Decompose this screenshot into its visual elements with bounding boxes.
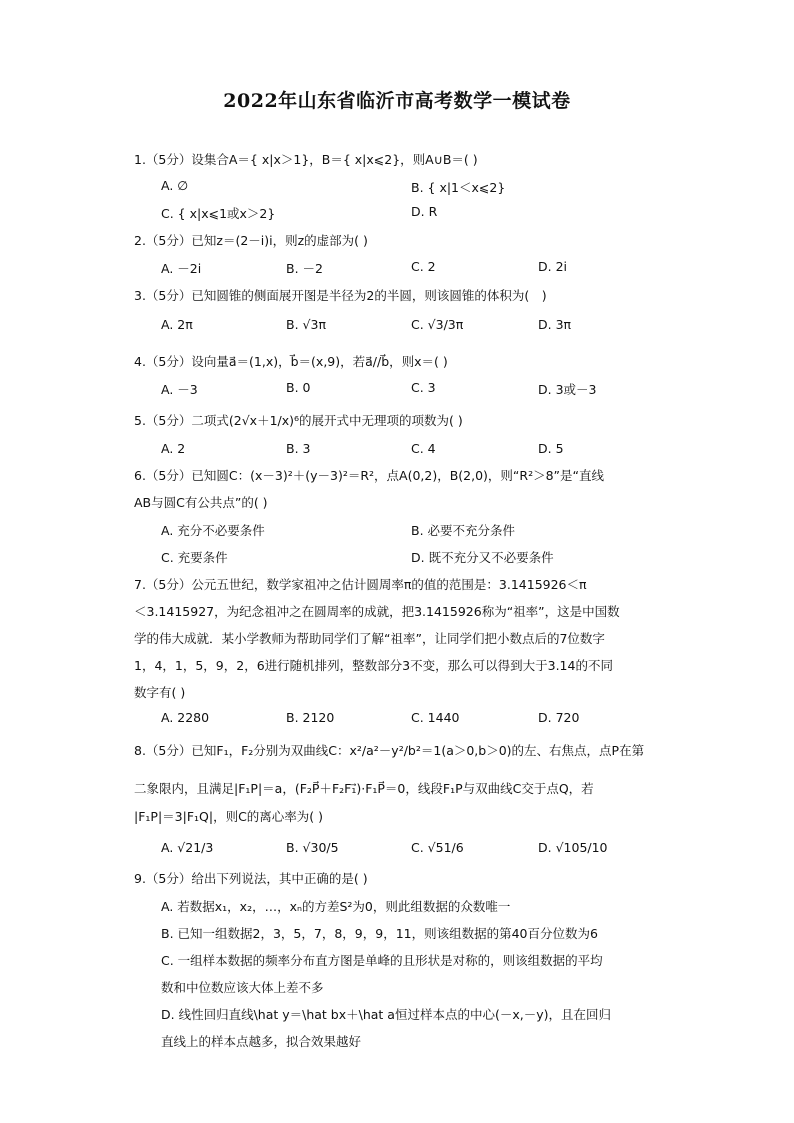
question-2-options [161,259,661,281]
question-5-options [161,441,661,463]
question-6-options-row2 [161,548,661,570]
question-9-stem: 9.（5分）给出下列说法，其中正确的是( ) [134,871,368,886]
question-4-option-b: B. 0 [286,380,311,395]
question-2-option-d: D. 2i [538,259,567,274]
question-8-stem-line1: 8.（5分）已知F₁，F₂分别为双曲线C：x²/a²－y²/b²＝1(a＞0,b＞0)的左、右焦点，点P在第 [134,743,645,758]
question-1-option-d: D. R [411,204,438,219]
question-2-option-c: C. 2 [411,259,436,274]
question-4-options [161,380,661,402]
question-6-option-b: B. 必要不充分条件 [411,523,516,538]
question-3-option-c: C. √3/3π [411,317,464,332]
question-3-option-a: A. 2π [161,317,193,332]
page-title: 2022年山东省临沂市高考数学一模试卷 [223,90,571,112]
question-5-stem: 5.（5分）二项式(2√x＋1/x)⁶的展开式中无理项的项数为( ) [134,413,463,428]
question-1-option-b: B. { x|1＜x⩽2} [411,180,506,195]
question-4-option-c: C. 3 [411,380,436,395]
question-7-stem-line4: 1，4，1，5，9，2，6进行随机排列，整数部分3不变，那么可以得到大于3.14的不同 [134,658,613,673]
question-6-stem-line2: AB与圆C有公共点”的( ) [134,495,268,510]
question-6-options-row1 [161,521,661,543]
question-2-option-a: A. －2i [161,261,202,276]
question-3-options [161,317,661,339]
question-7-stem-line5: 数字有( ) [134,685,186,700]
question-6-option-c: C. 充要条件 [161,550,228,565]
question-3-option-b: B. √3π [286,317,326,332]
question-4-option-d: D. 3或－3 [538,382,597,397]
question-7-option-b: B. 2120 [286,710,335,725]
question-6-option-d: D. 既不充分又不必要条件 [411,550,554,565]
question-9-option-b: B. 已知一组数据2，3，5，7，8，9，9，11，则该组数据的第40百分位数为6 [161,926,598,941]
question-6-option-a: A. 充分不必要条件 [161,523,265,538]
question-7-stem-line3: 学的伟大成就．某小学教师为帮助同学们了解“祖率”，让同学们把小数点后的7位数字 [134,631,605,646]
question-3-stem: 3.（5分）已知圆锥的侧面展开图是半径为2的半圆，则该圆锥的体积为( ) [134,288,547,303]
question-9-option-c-line1: C. 一组样本数据的频率分布直方图是单峰的且形状是对称的，则该组数据的平均 [161,953,603,968]
question-2-option-b: B. －2 [286,261,323,276]
question-1-option-c: C. { x|x⩽1或x＞2} [161,206,276,221]
question-8-option-a: A. √21/3 [161,840,214,855]
question-2-stem: 2.（5分）已知z＝(2－i)i，则z的虚部为( ) [134,233,368,248]
question-4-option-a: A. －3 [161,382,198,397]
question-8-stem-line2: 二象限内，且满足|F₁P|＝a，(F₂P⃗＋F₂F₁⃗)·F₁P⃗＝0，线段F₁P与双曲线C交于点Q，若 [134,781,594,796]
question-1-options-row2 [161,204,661,226]
question-7-stem-line1: 7.（5分）公元五世纪，数学家祖冲之估计圆周率π的值的范围是：3.1415926＜π [134,577,587,592]
question-6-stem-line1: 6.（5分）已知圆C：(x－3)²＋(y－3)²＝R²，点A(0,2)，B(2,0)，则“R²＞8”是“直线 [134,468,605,483]
question-5-option-d: D. 5 [538,441,564,456]
question-4-stem: 4.（5分）设向量a⃗＝(1,x)，b⃗＝(x,9)，若a⃗//b⃗，则x＝( ) [134,354,448,369]
question-7-option-c: C. 1440 [411,710,460,725]
question-8-option-c: C. √51/6 [411,840,464,855]
question-8-option-b: B. √30/5 [286,840,339,855]
question-7-option-d: D. 720 [538,710,580,725]
question-8-option-d: D. √105/10 [538,840,608,855]
question-8-stem-line3: |F₁P|＝3|F₁Q|，则C的离心率为( ) [134,809,324,824]
question-1-options-row1 [161,178,661,200]
question-7-options [161,710,661,732]
question-7-option-a: A. 2280 [161,710,210,725]
question-9-option-d-line2: 直线上的样本点越多，拟合效果越好 [161,1034,362,1049]
question-9-option-c-line2: 数和中位数应该大体上差不多 [161,980,324,995]
question-9-option-a: A. 若数据x₁，x₂，…，xₙ的方差S²为0，则此组数据的众数唯一 [161,899,511,914]
question-5-option-c: C. 4 [411,441,436,456]
question-9-option-d-line1: D. 线性回归直线\hat y＝\hat bx＋\hat a恒过样本点的中心(－x,－y)，且在回归 [161,1007,611,1022]
question-3-option-d: D. 3π [538,317,572,332]
question-5-option-a: A. 2 [161,441,186,456]
question-8-options [161,840,661,862]
question-7-stem-line2: ＜3.1415927，为纪念祖冲之在圆周率的成就，把3.1415926称为“祖率”，这是中国数 [134,604,620,619]
question-5-option-b: B. 3 [286,441,311,456]
question-1-stem: 1.（5分）设集合A＝{ x|x＞1}，B＝{ x|x⩽2}，则A∪B＝( ) [134,152,478,167]
question-1-option-a: A. ∅ [161,178,189,193]
